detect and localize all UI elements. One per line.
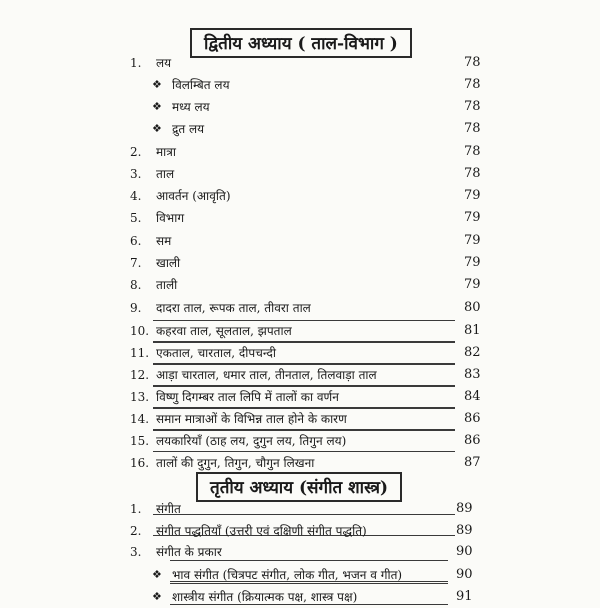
entry-page: 83 <box>464 367 481 382</box>
entry-page: 91 <box>456 589 473 604</box>
toc-entry[interactable] <box>0 163 600 185</box>
entry-number: 14. <box>130 412 150 426</box>
toc-entry[interactable] <box>0 52 600 74</box>
entry-title: शास्त्रीय संगीत (क्रियात्मक पक्ष, शास्त्र पक्ष) <box>172 590 358 604</box>
toc-subentry[interactable] <box>0 118 600 140</box>
entry-page: 78 <box>464 77 481 92</box>
entry-number: 3. <box>130 167 142 181</box>
entry-title: संगीत <box>156 502 181 516</box>
toc-subentry[interactable] <box>0 564 600 586</box>
entry-page: 78 <box>464 55 481 70</box>
entry-title: संगीत पद्धतियाँ (उत्तरी एवं दक्षिणी संगीत पद्धति) <box>156 524 367 538</box>
entry-number: 16. <box>130 456 150 470</box>
entry-number: 10. <box>130 324 150 338</box>
entry-title: आड़ा चारताल, धमार ताल, तीनताल, तिलवाड़ा ताल <box>156 368 377 382</box>
entry-number: 2. <box>130 524 142 538</box>
entry-number: 1. <box>130 502 142 516</box>
section-heading-sangeet-shastra: तृतीय अध्याय (संगीत शास्त्र) <box>196 472 402 502</box>
toc-entry[interactable] <box>0 274 600 296</box>
entry-page: 80 <box>464 300 481 315</box>
entry-number: 15. <box>130 434 150 448</box>
entry-page: 90 <box>456 544 473 559</box>
entry-page: 78 <box>464 166 481 181</box>
entry-title: विष्णु दिगम्बर ताल लिपि में तालों का वर्णन <box>156 390 339 404</box>
entry-page: 79 <box>464 277 481 292</box>
entry-title: खाली <box>156 256 181 270</box>
entry-page: 82 <box>464 345 481 360</box>
diamond-bullet-icon: ❖ <box>152 78 162 91</box>
toc-entry[interactable] <box>0 364 600 386</box>
entry-number: 9. <box>130 301 142 315</box>
entry-number: 8. <box>130 278 142 292</box>
entry-page: 86 <box>464 433 481 448</box>
entry-title: विलम्बित लय <box>172 78 230 92</box>
entry-number: 13. <box>130 390 150 404</box>
section-heading-tala-vibhag: द्वितीय अध्याय ( ताल-विभाग ) <box>190 28 412 58</box>
diamond-bullet-icon: ❖ <box>152 568 162 581</box>
entry-number: 3. <box>130 545 142 559</box>
entry-number: 2. <box>130 145 142 159</box>
entry-number: 7. <box>130 256 142 270</box>
toc-subentry[interactable] <box>0 96 600 118</box>
toc-entry[interactable] <box>0 252 600 274</box>
toc-entry[interactable] <box>0 498 600 520</box>
entry-page: 79 <box>464 255 481 270</box>
entry-page: 78 <box>464 144 481 159</box>
entry-title: भाव संगीत (चित्रपट संगीत, लोक गीत, भजन व गीत) <box>172 568 403 582</box>
diamond-bullet-icon: ❖ <box>152 122 162 135</box>
toc-entry[interactable] <box>0 342 600 364</box>
entry-page: 87 <box>464 455 481 470</box>
toc-subentry[interactable] <box>0 586 600 608</box>
entry-page: 79 <box>464 188 481 203</box>
entry-title: मात्रा <box>156 145 177 159</box>
entry-title: विभाग <box>156 211 185 225</box>
entry-title: एकताल, चारताल, दीपचन्दी <box>156 346 277 360</box>
entry-title: तालों की दुगुन, तिगुन, चौगुन लिखना <box>156 456 315 470</box>
entry-page: 90 <box>456 567 473 582</box>
entry-title: समान मात्राओं के विभिन्न ताल होने के कारण <box>156 412 347 426</box>
toc-entry[interactable] <box>0 408 600 430</box>
entry-number: 4. <box>130 189 142 203</box>
entry-number: 11. <box>130 346 150 360</box>
toc-entry[interactable] <box>0 141 600 163</box>
entry-page: 79 <box>464 210 481 225</box>
toc-entry[interactable] <box>0 230 600 252</box>
toc-entry[interactable] <box>0 386 600 408</box>
entry-title: कहरवा ताल, सूलताल, झपताल <box>156 324 292 338</box>
entry-number: 5. <box>130 211 142 225</box>
toc-entry[interactable] <box>0 297 600 319</box>
entry-number: 1. <box>130 56 142 70</box>
entry-page: 84 <box>464 389 481 404</box>
toc-entry[interactable] <box>0 320 600 342</box>
toc-entry[interactable] <box>0 185 600 207</box>
toc-entry[interactable] <box>0 430 600 452</box>
entry-page: 81 <box>464 323 481 338</box>
entry-title: लयकारियाँ (ठाह लय, दुगुन लय, तिगुन लय) <box>156 434 347 448</box>
toc-entry[interactable] <box>0 541 600 563</box>
entry-page: 78 <box>464 99 481 114</box>
entry-title: आवर्तन (आवृति) <box>156 189 231 203</box>
entry-title: मध्य लय <box>172 100 210 114</box>
entry-page: 78 <box>464 121 481 136</box>
entry-page: 89 <box>456 523 473 538</box>
entry-title: ताल <box>156 167 175 181</box>
entry-page: 79 <box>464 233 481 248</box>
diamond-bullet-icon: ❖ <box>152 590 162 603</box>
toc-subentry[interactable] <box>0 74 600 96</box>
entry-title: लय <box>156 56 172 70</box>
toc-entry[interactable] <box>0 452 600 474</box>
diamond-bullet-icon: ❖ <box>152 100 162 113</box>
entry-title: द्रुत लय <box>172 122 205 136</box>
entry-title: दादरा ताल, रूपक ताल, तीवरा ताल <box>156 301 311 315</box>
toc-entry[interactable] <box>0 207 600 229</box>
entry-title: सम <box>156 234 172 248</box>
entry-number: 6. <box>130 234 142 248</box>
entry-page: 89 <box>456 501 473 516</box>
toc-entry[interactable] <box>0 520 600 542</box>
entry-page: 86 <box>464 411 481 426</box>
entry-title: ताली <box>156 278 178 292</box>
entry-number: 12. <box>130 368 150 382</box>
entry-title: संगीत के प्रकार <box>156 545 222 559</box>
